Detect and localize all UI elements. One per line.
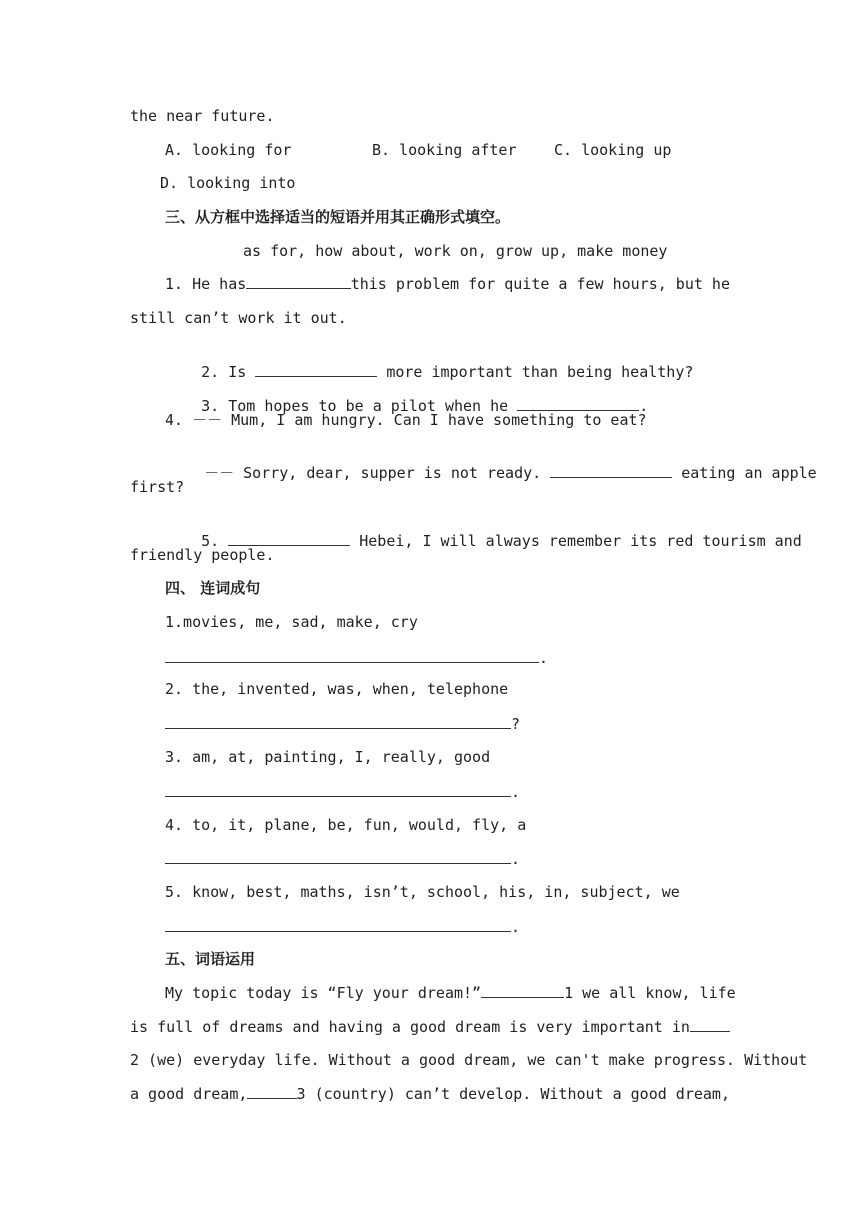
section-4-heading: 四、 连词成句 (165, 579, 261, 597)
s3-q2-suffix: more important than being healthy? (377, 363, 694, 381)
answer-blank[interactable] (246, 274, 350, 289)
s5-text: My topic today is “Fly your dream!” (165, 984, 482, 1002)
s4-q3-words: 3. am, at, painting, I, really, good (165, 748, 491, 766)
s3-q4-prefix: －－ Sorry, dear, supper is not ready. (204, 464, 551, 482)
option-a: A. looking for (165, 141, 292, 159)
s3-q1-line1 (165, 274, 730, 294)
s4-q3-answer-line (165, 782, 520, 802)
s3-q4-line1: 4. －－ Mum, I am hungry. Can I have something to eat? (165, 411, 647, 429)
s4-q2-answer-line (165, 714, 520, 734)
s3-q5-line2: friendly people. (130, 546, 275, 564)
section-5-heading: 五、词语运用 (165, 950, 256, 968)
s4-q1-words: 1.movies, me, sad, make, cry (165, 613, 418, 631)
end-punct: . (511, 783, 521, 801)
section-3-heading: 三、从方框中选择适当的短语并用其正确形式填空。 (165, 208, 511, 226)
s4-q4-answer-line (165, 849, 520, 869)
s3-q4-line2 (168, 443, 817, 482)
s5-text: 1 we all know, life (564, 984, 736, 1002)
s4-q1-answer-line (165, 648, 548, 668)
answer-blank[interactable] (165, 782, 511, 797)
end-punct: . (511, 918, 521, 936)
s5-text: 2 (we) everyday life. Without a good dream, we can't make progress. Without (130, 1051, 808, 1069)
s3-q1-suffix: this problem for quite a few hours, but he (350, 275, 730, 293)
s5-text: a good dream, (130, 1085, 248, 1103)
s3-q1-line2: still can’t work it out. (130, 309, 347, 327)
s3-q3-prefix: 3. Tom hopes to be a pilot when he (201, 397, 518, 415)
s4-q2-words: 2. the, invented, was, when, telephone (165, 680, 509, 698)
s5-text: is full of dreams and having a good dream is very important in (130, 1018, 690, 1036)
answer-blank[interactable] (247, 1084, 296, 1099)
end-punct: . (539, 649, 549, 667)
option-b: B. looking after (372, 141, 517, 159)
s3-q5-prefix: 5. (201, 532, 229, 550)
end-punct: . (511, 850, 521, 868)
answer-blank[interactable] (690, 1017, 730, 1032)
answer-blank[interactable] (255, 362, 377, 377)
answer-blank[interactable] (165, 917, 511, 932)
s3-q5-line1 (165, 511, 802, 550)
s5-line3 (130, 1050, 808, 1070)
s4-q5-words: 5. know, best, maths, isn’t, school, his, in, subject, we (165, 883, 680, 901)
s3-q5-suffix: Hebei, I will always remember its red tourism and (350, 532, 802, 550)
s3-q3-suffix: . (639, 397, 649, 415)
option-d: D. looking into (160, 174, 296, 192)
s5-line4 (130, 1084, 730, 1104)
answer-blank[interactable] (228, 531, 350, 546)
answer-blank[interactable] (517, 396, 639, 411)
end-punct: ? (511, 715, 521, 733)
s5-text: 3 (country) can’t develop. Without a good dream, (296, 1085, 730, 1103)
question-tail-text: the near future. (130, 107, 275, 125)
s4-q4-words: 4. to, it, plane, be, fun, would, fly, a (165, 816, 527, 834)
phrase-box: as for, how about, work on, grow up, make money (243, 242, 668, 260)
s3-q4-line3: first? (130, 478, 185, 496)
answer-blank[interactable] (550, 463, 672, 478)
s3-q1-prefix: 1. He has (165, 275, 247, 293)
s3-q2 (165, 342, 694, 381)
s5-line2 (130, 1017, 730, 1037)
s5-line1 (165, 983, 736, 1003)
s3-q2-prefix: 2. Is (201, 363, 256, 381)
s4-q5-answer-line (165, 917, 520, 937)
s3-q4-suffix: eating an apple (672, 464, 817, 482)
answer-blank[interactable] (165, 648, 539, 663)
answer-blank[interactable] (481, 983, 564, 998)
s3-q3 (165, 376, 649, 415)
option-c: C. looking up (554, 141, 672, 159)
answer-blank[interactable] (165, 714, 511, 729)
answer-blank[interactable] (165, 849, 511, 864)
